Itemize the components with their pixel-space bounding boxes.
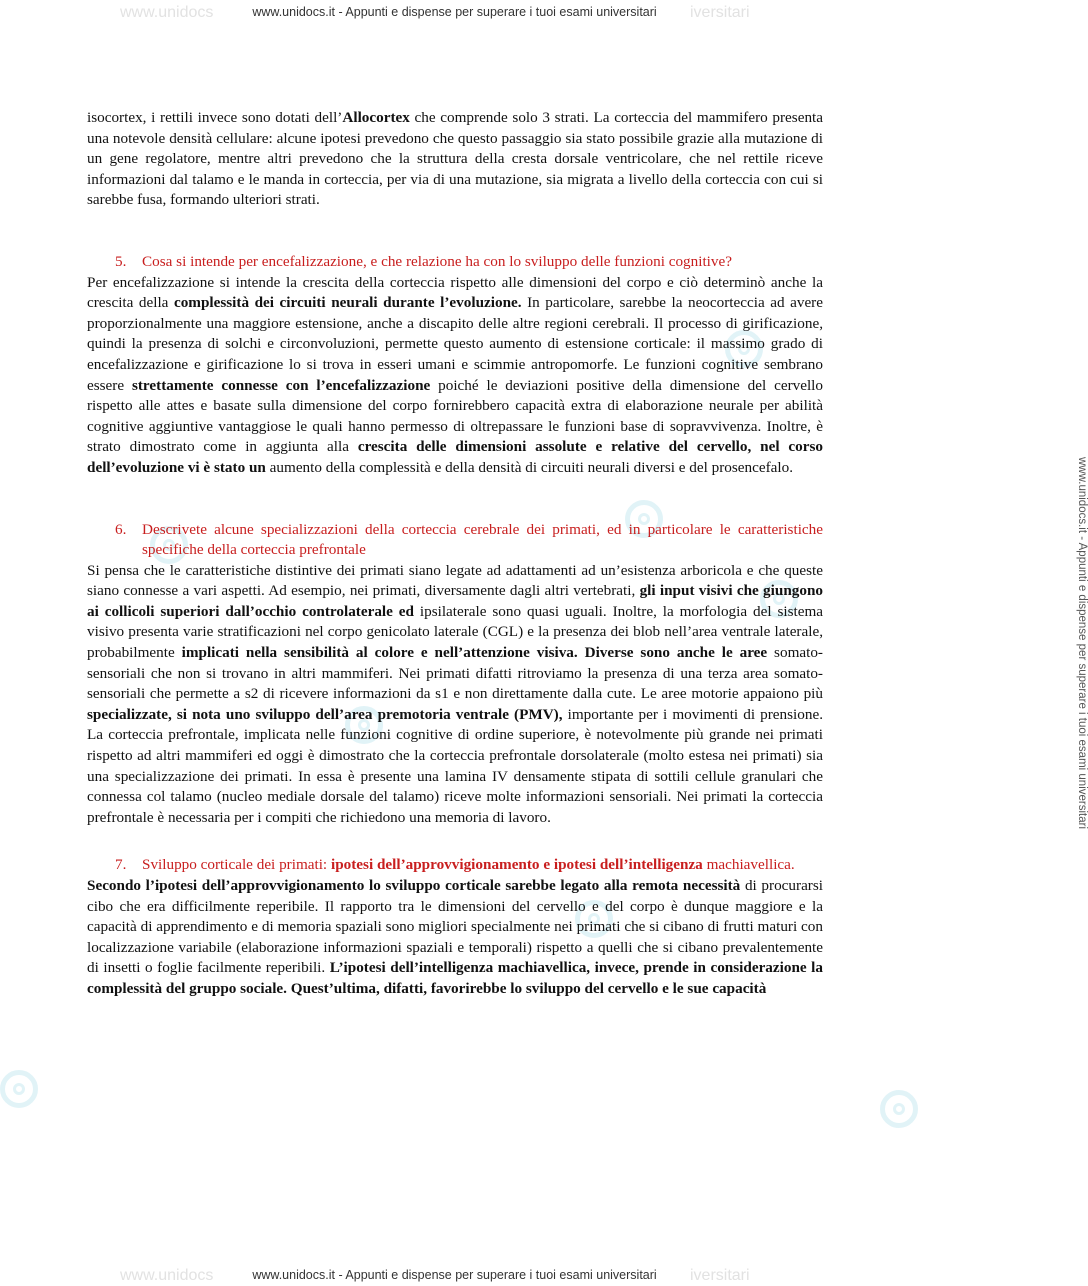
watermark-logo-icon [880, 1090, 918, 1128]
answer-text: aumento della complessità e della densità di circuiti neurali diversi e del prosencefalo. [265, 458, 794, 476]
question-number: 6. [115, 520, 127, 538]
answer-text: importante per i movimenti di prensione. La corteccia prefrontale, implicata nelle funzioni cognitive di ordine superiore, è notevolmente più grande nei primati rispetto ad altri mammiferi ed oggi è dimostrato che la corteccia prefrontale dorsolaterale (molto estesa nei primati) sia una specializzazione dei primati. In essa è presente una lamina IV densamente stipata di sottili cellule granulari che connessa col talamo (nucleo mediale dorsale del talamo) riceve molte informazioni sensoriali. Nei primati la corteccia prefrontale è necessaria per i compiti che richiedono una memoria di lavoro. [87, 705, 823, 826]
answer-text: In particolare, sarebbe la neocorteccia ad avere proporzionalmente una maggiore estensione, anche a discapito delle altre regioni cerebrali. Il processo di girificazione, quindi la presenza di solchi e circonvoluzioni, permette questo aumento di estensione corticale: il massimo grado di encefalizzazione e girificazione lo si trova in esseri umani e scimmie antropomorfe. Le funzioni cognitive sembrano essere [87, 294, 823, 394]
question-title-bold: ipotesi dell’approvvigionamento e ipotesi dell’intelligenza [330, 856, 703, 874]
question-7-heading [87, 855, 823, 876]
question-title: Sviluppo corticale dei primati: [142, 856, 331, 874]
header-banner: www.unidocs.it - Appunti e dispense per superare i tuoi esami universitari [252, 5, 657, 19]
answer-text: ipsilaterale sono quasi uguali. Inoltre, la morfologia del sistema visivo presenta varie stratificazioni nel corpo genicolato laterale (CGL) e la presenza dei blob nell’area ventrale laterale, probabilmente [87, 602, 823, 662]
intro-text: isocortex, i rettili invece sono dotati dell’ [87, 109, 343, 126]
answer-bold: L’ipotesi dell’intelligenza machiavellica, invece, prende in considerazione la complessità del gruppo sociale. Quest’ultima, difatti, favorirebbe lo sviluppo del cervello e le sue capacità [87, 959, 823, 997]
footer-banner: www.unidocs.it - Appunti e dispense per superare i tuoi esami universitari [252, 1268, 657, 1282]
watermark-ghost-left-bottom: www.unidocs [120, 1267, 214, 1284]
answer-text: Per encefalizzazione si intende la crescita della corteccia rispetto alle dimensioni del corpo e ciò determinò anche la crescita della [87, 273, 823, 312]
watermark-logo-icon [0, 1070, 38, 1108]
answer-bold: Secondo l’ipotesi dell’approvvigionamento lo sviluppo corticale sarebbe legato alla remota necessità [87, 877, 741, 894]
question-5-heading [87, 252, 823, 273]
answer-bold: gli input visivi che giungono ai collicoli superiori dall’occhio controlaterale ed [87, 582, 823, 620]
watermark-ghost-left-top: www.unidocs [120, 4, 214, 21]
intro-paragraph [87, 108, 823, 211]
intro-text-2: che comprende solo 3 strati. La corteccia del mammifero presenta una notevole densità cellulare: alcune ipotesi prevedono che questo passaggio sia stato possibile grazie alla mutazione di un gene regolatore, mentre altri prevedono che la struttura della cresta dorsale ventricolare, che nel rettile riceve informazioni dal talamo e le manda in corteccia, per via di una mutazione, sia migrata a livello della corteccia con cui si sarebbe fusa, formando ulteriori strati. [87, 109, 824, 209]
question-6-heading [87, 520, 823, 561]
question-number: 7. [115, 856, 127, 874]
answer-text: di procurarsi cibo che era difficilmente reperibile. Il rapporto tra le dimensioni del cervello e del corpo è dunque maggiore e la capacità di apprendimento e di memoria spaziali sono migliori specialmente nei primati che si cibano di frutti maturi con localizzazione variabile (elaborazione informazioni spaziali e temporali) rispetto a quelli che si cibano prevalentemente di insetti o foglie facilmente reperibili. [87, 877, 823, 977]
answer-bold: strettamente connesse con l’encefalizzazione [131, 376, 431, 394]
question-title: Descrivete alcune specializzazioni della corteccia cerebrale dei primati, ed in particolare le caratteristiche specifiche della corteccia prefrontale [142, 520, 823, 559]
intro-bold: Allocortex [342, 109, 410, 126]
answer-6-paragraph [87, 561, 823, 829]
question-title: machiavellica. [702, 856, 795, 874]
answer-7-paragraph [87, 876, 823, 1000]
answer-text: somato-sensoriali che non si trovano in altri mammiferi. Nei primati difatti ritroviamo la presenza di una terza area somato-sensoriali che permette a s2 di ricevere informazioni da s1 e non direttamente dalla cute. Le aree motorie appaiono più [87, 644, 823, 703]
answer-text: poiché le deviazioni positive della dimensione del cervello rispetto alle attes e basate sulla dimensione del corpo fornirebbero capacità extra di elaborazione neurale per abilità cognitive aggiuntive vantaggiose le quali hanno permesso di oltrepassare le funzioni base di sopravvivenza. Inoltre, è strato dimostrato come in aggiunta alla [87, 376, 823, 456]
answer-5-paragraph [87, 273, 823, 479]
question-number: 5. [115, 252, 127, 270]
watermark-ghost-right-bottom: iversitari [690, 1267, 750, 1284]
side-watermark-right: www.unidocs.it - Appunti e dispense per superare i tuoi esami universitari [1076, 456, 1088, 830]
answer-bold: implicati nella sensibilità al colore e nell’attenzione visiva. Diverse sono anche le aree [181, 644, 768, 662]
watermark-ghost-right-top: iversitari [690, 4, 750, 21]
question-title: Cosa si intende per encefalizzazione, e che relazione ha con lo sviluppo delle funzioni cognitive? [142, 252, 732, 270]
document-body [87, 108, 823, 1000]
answer-bold: complessità dei circuiti neurali durante l’evoluzione. [173, 294, 522, 312]
answer-bold: specializzate, si nota uno sviluppo dell’area premotoria ventrale (PMV), [87, 705, 563, 723]
answer-bold: crescita delle dimensioni assolute e relative del cervello, nel corso dell’evoluzione vi è stato un [87, 438, 823, 476]
answer-text: Si pensa che le caratteristiche distintive dei primati siano legate ad adattamenti ad un’esistenza arboricola e che queste siano connesse a vari aspetti. Ad esempio, nei primati, diversamente dagli altri vertebrati, [87, 561, 823, 600]
